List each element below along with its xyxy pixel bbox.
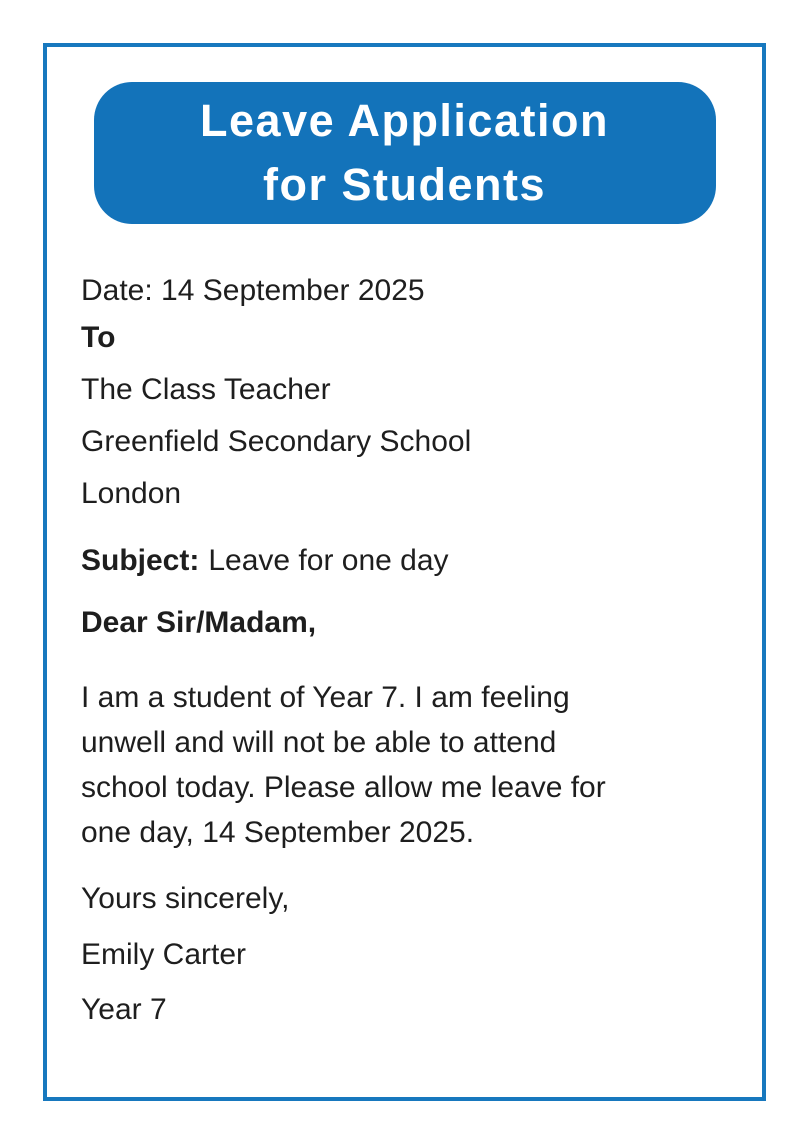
letter-body bbox=[47, 270, 762, 1031]
title-banner bbox=[94, 82, 716, 224]
document-frame bbox=[43, 43, 766, 1101]
signature-year: Year 7 bbox=[81, 993, 167, 1026]
body-line: school today. Please allow me leave for bbox=[81, 771, 606, 804]
signature-name: Emily Carter bbox=[81, 938, 247, 971]
recipient-school: Greenfield Secondary School bbox=[81, 425, 472, 458]
subject-value: Leave for one day bbox=[208, 544, 449, 577]
body-line: one day, 14 September 2025. bbox=[81, 816, 475, 849]
salutation: Dear Sir/Madam, bbox=[81, 606, 317, 639]
recipient-city: London bbox=[81, 477, 182, 510]
body-line: I am a student of Year 7. I am feeling bbox=[81, 681, 570, 714]
subject-label: Subject: bbox=[81, 544, 200, 577]
subject-line bbox=[81, 540, 732, 582]
closing: Yours sincerely, bbox=[81, 882, 290, 915]
recipient-name: The Class Teacher bbox=[81, 373, 331, 406]
body-paragraph bbox=[81, 675, 732, 855]
page-title-line-1: Leave Application bbox=[200, 95, 609, 146]
body-line: unwell and will not be able to attend bbox=[81, 726, 557, 759]
date-line: Date: 14 September 2025 bbox=[81, 274, 425, 307]
page-title-line-2: for Students bbox=[263, 159, 546, 210]
to-label: To bbox=[81, 321, 116, 354]
